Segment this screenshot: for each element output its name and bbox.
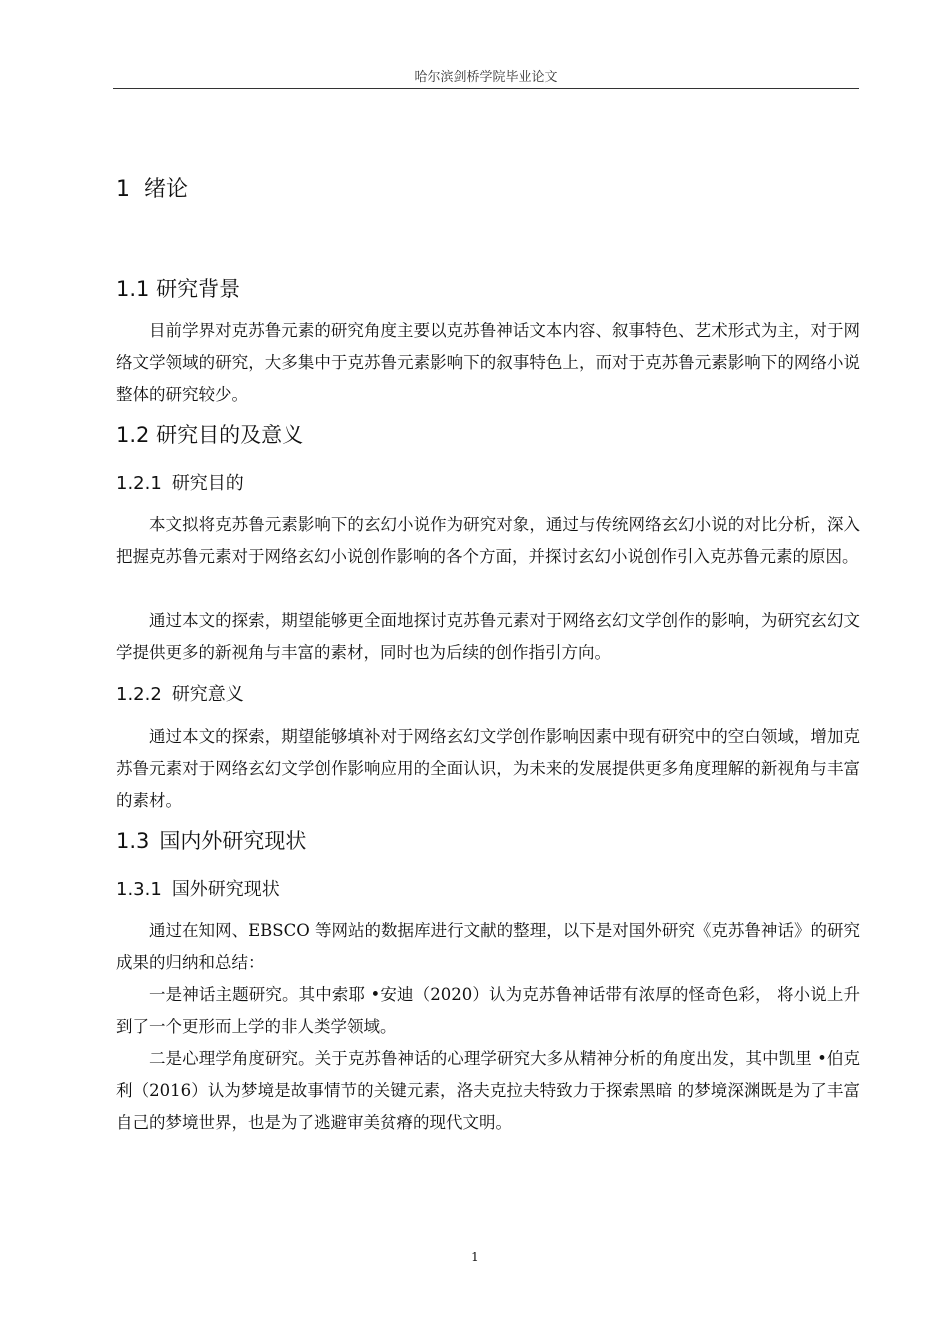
section-1-3-1-paragraph-1: 通过在知网、EBSCO 等网站的数据库进行文献的整理，以下是对国外研究《克苏鲁神话》的研究成果的归纳和总结： xyxy=(116,921,860,972)
section-1-2-1-title: 研究目的 xyxy=(171,473,244,494)
section-1-3-title: 国内外研究现状 xyxy=(159,829,307,853)
section-1-2-2-paragraph: 通过本文的探索，期望能够填补对于网络玄幻文学创作影响因素中现有研究中的空白领域，增加克苏鲁元素对于网络玄幻文学创作影响应用的全面认识，为未来的发展提供更多角度理解的新视角与丰富的素材。 xyxy=(116,727,860,810)
section-1-3-1-number: 1.3.1 xyxy=(116,879,162,900)
section-1-2-1-heading xyxy=(116,469,244,495)
section-1-2-1-paragraph-1: 本文拟将克苏鲁元素影响下的玄幻小说作为研究对象，通过与传统网络玄幻小说的对比分析，深入把握克苏鲁元素对于网络玄幻小说创作影响的各个方面，并探讨玄幻小说创作引入克苏鲁元素的原因。 xyxy=(116,515,860,566)
section-1-2-2-number: 1.2.2 xyxy=(116,684,162,705)
section-1-3-1-heading xyxy=(116,875,280,901)
section-1-2-1-paragraph-2: 通过本文的探索，期望能够更全面地探讨克苏鲁元素对于网络玄幻文学创作的影响，为研究玄幻文学提供更多的新视角与丰富的素材，同时也为后续的创作指引方向。 xyxy=(116,611,860,662)
section-1-1-heading: 1.1 研究背景 xyxy=(116,277,241,301)
chapter-title: 绪论 xyxy=(144,177,189,202)
section-1-2-1-number: 1.2.1 xyxy=(116,473,162,494)
chapter-number: 1 xyxy=(116,177,130,202)
section-1-3-1-paragraph-3: 二是心理学角度研究。关于克苏鲁神话的心理学研究大多从精神分析的角度出发，其中凯里 •伯克利（2016）认为梦境是故事情节的关键元素，洛夫克拉夫特致力于探索黑暗 的梦境深渊既是为了丰富自己的梦境世界，也是为了逃避审美贫瘠的现代文明。 xyxy=(116,1049,860,1132)
section-1-3-heading xyxy=(116,825,306,855)
section-1-2-2-heading xyxy=(116,680,244,706)
page-header: 哈尔滨剑桥学院毕业论文 xyxy=(414,70,558,85)
section-1-1-paragraph: 目前学界对克苏鲁元素的研究角度主要以克苏鲁神话文本内容、叙事特色、艺术形式为主，对于网络文学领域的研究，大多集中于克苏鲁元素影响下的叙事特色上，而对于克苏鲁元素影响下的网络小说整体的研究较少。 xyxy=(116,321,860,404)
section-1-2-2-title: 研究意义 xyxy=(171,684,244,705)
section-1-3-1-paragraph-2: 一是神话主题研究。其中索耶 •安迪（2020）认为克苏鲁神话带有浓厚的怪奇色彩， 将小说上升到了一个更形而上学的非人类学领域。 xyxy=(116,985,860,1036)
header-rule xyxy=(113,88,859,89)
chapter-heading xyxy=(116,172,188,203)
section-1-3-number: 1.3 xyxy=(116,829,150,853)
page-number: 1 xyxy=(471,1250,479,1264)
section-1-3-1-title: 国外研究现状 xyxy=(171,879,280,900)
section-1-2-heading: 1.2 研究目的及意义 xyxy=(116,423,304,447)
